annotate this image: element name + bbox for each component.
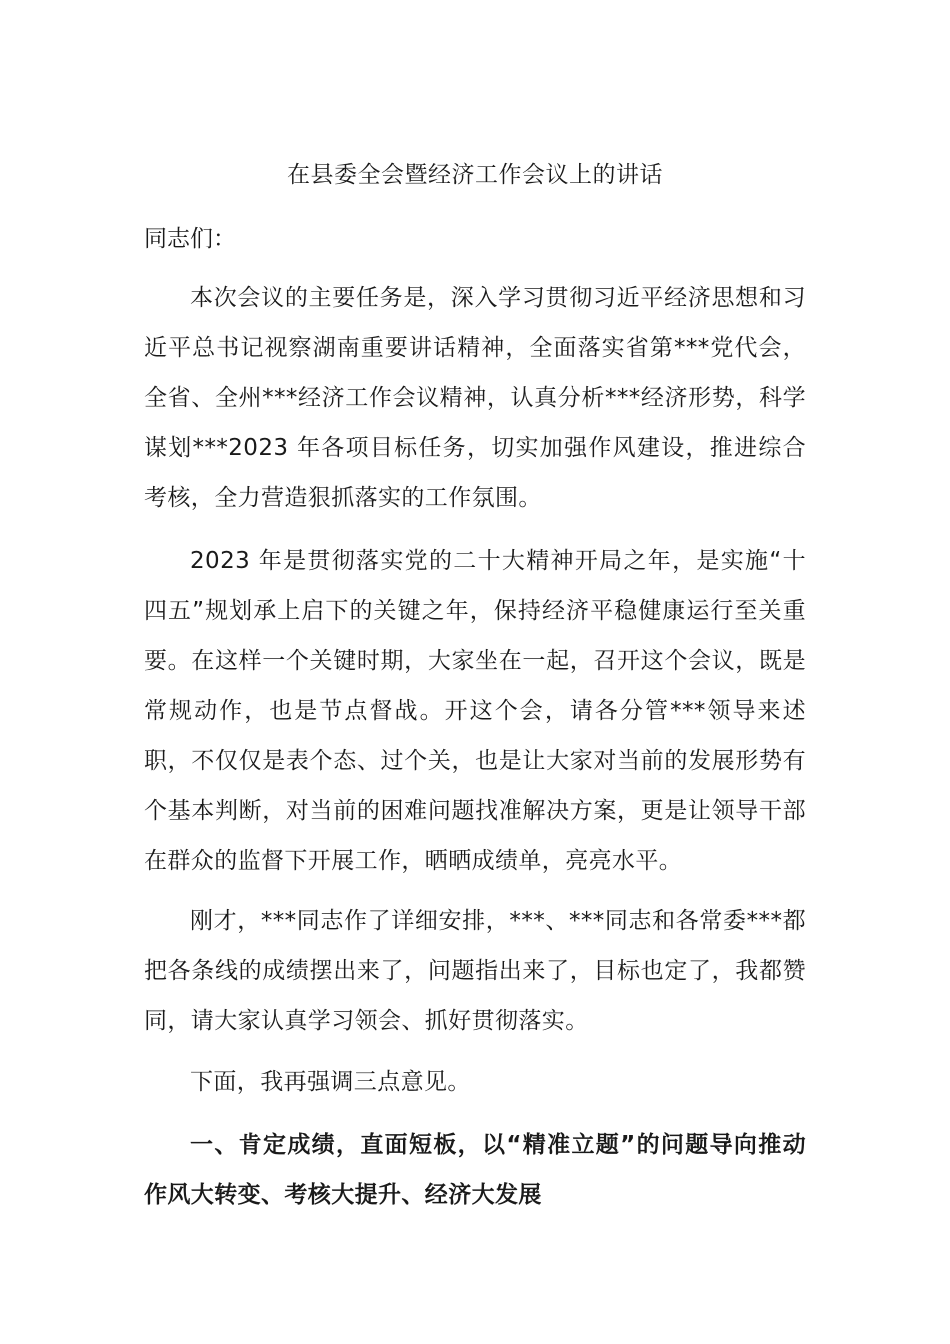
paragraph-2023: 2023 年是贯彻落实党的二十大精神开局之年，是实施“十四五”规划承上启下的关键之年，保持经济平稳健康运行至关重要。在这样一个关键时期，大家坐在一起，召开这个会议，既是常规动作，也是节点督战。开这个会，请各分管***领导来述职，不仅仅是表个态、过个关，也是让大家对当前的发展形势有个基本判断，对当前的困难问题找准解决方案，更是让领导干部在群众的监督下开展工作，晒晒成绩单，亮亮水平。	[144, 548, 806, 874]
paragraph-three-points: 下面，我再强调三点意见。	[190, 1069, 471, 1095]
salutation: 同志们：	[144, 226, 236, 252]
paragraph-arrangement: 刚才，***同志作了详细安排，***、***同志和各常委***都把各条线的成绩摆出来了，问题指出来了，目标也定了，我都赞同，请大家认真学习领会、抓好贯彻落实。	[144, 908, 806, 1034]
paragraph-task: 本次会议的主要任务是，深入学习贯彻习近平经济思想和习近平总书记视察湖南重要讲话精神，全面落实省第***党代会，全省、全州***经济工作会议精神，认真分析***经济形势，科学谋划***2023 年各项目标任务，切实加强作风建设，推进综合考核，全力营造狠抓落实的工作氛围。	[144, 285, 806, 511]
section-heading-one: 一、肯定成绩，直面短板，以“精准立题”的问题导向推动作风大转变、考核大提升、经济大发展	[144, 1132, 806, 1208]
document-title: 在县委全会暨经济工作会议上的讲话	[287, 162, 663, 188]
